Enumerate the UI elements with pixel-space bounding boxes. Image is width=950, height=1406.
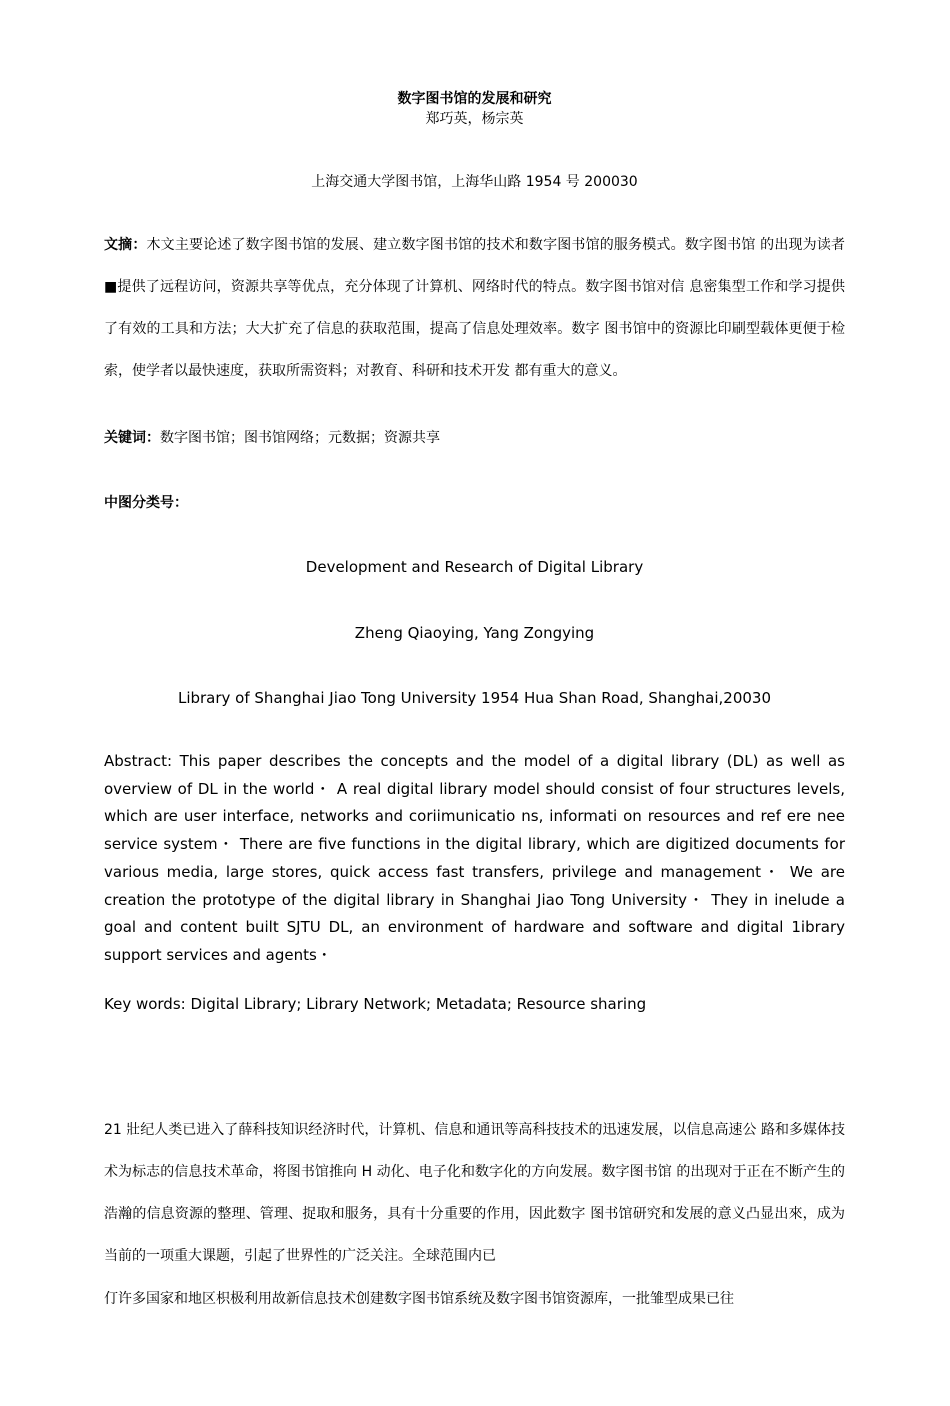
paper-authors-cn: 郑巧英，杨宗英 xyxy=(425,111,524,127)
abstract-cn xyxy=(104,224,845,392)
abstract-cn-text: 木文主要论述了数字图书馆的发展、建立数字图书馆的技术和数字图书馆的服务模式。数字图书馆 的出现为读者■提供了远程访问，资源共享等优点，充分体现了计算机、网络时代的特点。数字图书馆对信 息密集型工作和学习提供了有效的工具和方法；大大扩充了信息的获取范围，提高了信息处理效率。数字 图书馆中的资源比印刷型载体更便于检索，使学者以最快速度，获取所需资料；对教育、科研和技术开发 都有重大的意义。 xyxy=(104,237,846,379)
keywords-cn xyxy=(104,427,440,447)
classification-number: 中图分类号： xyxy=(104,495,188,511)
body-paragraph: 21 壯纪人类已进入了薛科技知识经济时代，计算机、信息和通讯等高科技技术的迅速发展，以信息高速公 路和多媒体技术为标志的信息技术革命，将图书馆推向 H 动化、电子化和数字化的方向发展。数字图书馆 的出现对于正在不断产生的浩瀚的信息资源的整理、管理、捉取和服务，具有十分重要的作用，因此数字 图书馆研究和发展的意义凸显出來，成为当前的一项重大课题，引起了世界性的广泛关注。全球范围内已 xyxy=(104,1122,845,1264)
paper-page xyxy=(104,0,845,1406)
keywords-cn-label: 关键词： xyxy=(104,430,160,446)
paper-affiliation-cn: 上海交通大学图书馆，上海华山路 1954 号 200030 xyxy=(311,174,638,190)
abstract-cn-label: 文摘： xyxy=(104,237,147,253)
keywords-cn-text: 数字图书馆；图书馆网络；元数据；资源共享 xyxy=(160,430,440,446)
paper-affiliation-en: Library of Shanghai Jiao Tong University 1954 Hua Shan Road, Shanghai,20030 xyxy=(177,689,772,707)
body-paragraph-continuation: 仃许多国家和地区枳极利用故新信息技术创建数字图书馆系统及数字图书馆资源库，一批雏型成果已往 xyxy=(104,1291,734,1307)
paper-title-en: Development and Research of Digital Library xyxy=(305,558,644,576)
paper-title-cn: 数字图书馆的发展和研究 xyxy=(397,91,552,107)
keywords-en: Key words: Digital Library; Library Network; Metadata; Resource sharing xyxy=(104,995,647,1013)
abstract-en: Abstract: This paper describes the concepts and the model of a digital library (DL) as well as overview of DL in the world・ A real digital library model should consist of four structures levels, which are user interface, networks and coriimunicatio ns, informati on resources and ref ere nee service system・ There are five functions in the digital library, which are digitized documents for various media, large stores, quick access fast transfers, privilege and management・ We are creation the prototype of the digital library in Shanghai Jiao Tong University・ They in inelude a goal and content built SJTU DL, an environment of hardware and software and digital 1ibrary support services and agents・ xyxy=(104,752,845,964)
paper-authors-en: Zheng Qiaoying, Yang Zongying xyxy=(354,624,595,642)
